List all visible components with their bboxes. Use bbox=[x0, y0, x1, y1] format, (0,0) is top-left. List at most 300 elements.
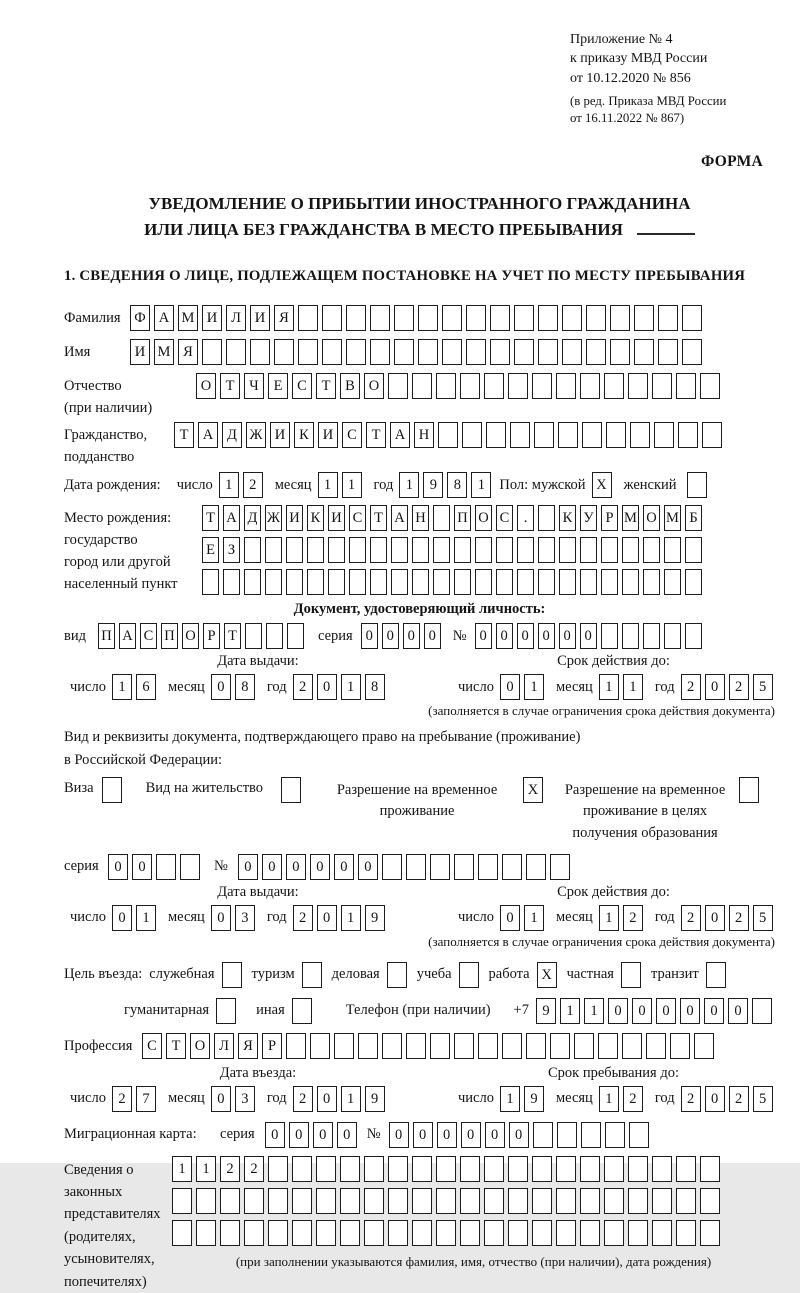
char-box[interactable]: 1 bbox=[219, 472, 239, 498]
char-box[interactable] bbox=[418, 339, 438, 365]
char-box[interactable]: 0 bbox=[485, 1122, 505, 1148]
char-box[interactable] bbox=[436, 1188, 456, 1214]
char-box[interactable] bbox=[349, 569, 366, 595]
char-box[interactable]: Т bbox=[316, 373, 336, 399]
residence-number-boxes[interactable] bbox=[238, 854, 570, 880]
char-box[interactable] bbox=[658, 305, 678, 331]
char-box[interactable] bbox=[550, 854, 570, 880]
char-box[interactable]: 1 bbox=[524, 674, 544, 700]
char-box[interactable] bbox=[370, 305, 390, 331]
char-box[interactable] bbox=[349, 537, 366, 563]
char-box[interactable]: . bbox=[517, 505, 534, 531]
char-box[interactable]: О bbox=[190, 1033, 210, 1059]
char-box[interactable] bbox=[406, 854, 426, 880]
char-box[interactable]: П bbox=[161, 623, 178, 649]
char-box[interactable] bbox=[475, 537, 492, 563]
char-box[interactable] bbox=[508, 1220, 528, 1246]
char-box[interactable]: В bbox=[340, 373, 360, 399]
stay-month-boxes[interactable] bbox=[599, 1086, 643, 1112]
char-box[interactable] bbox=[622, 1033, 642, 1059]
char-box[interactable]: С bbox=[140, 623, 157, 649]
char-box[interactable] bbox=[586, 339, 606, 365]
char-box[interactable] bbox=[286, 537, 303, 563]
char-box[interactable]: М bbox=[154, 339, 174, 365]
char-box[interactable] bbox=[538, 569, 555, 595]
identity-kind-boxes[interactable] bbox=[98, 623, 304, 649]
char-box[interactable]: Л bbox=[214, 1033, 234, 1059]
char-box[interactable]: 0 bbox=[265, 1122, 285, 1148]
char-box[interactable]: 8 bbox=[447, 472, 467, 498]
char-box[interactable] bbox=[250, 339, 270, 365]
char-box[interactable] bbox=[478, 854, 498, 880]
char-box[interactable] bbox=[580, 1220, 600, 1246]
char-box[interactable] bbox=[265, 569, 282, 595]
char-box[interactable] bbox=[700, 1220, 720, 1246]
char-box[interactable] bbox=[442, 339, 462, 365]
char-box[interactable] bbox=[562, 339, 582, 365]
given-name-boxes[interactable] bbox=[130, 339, 702, 365]
char-box[interactable]: 1 bbox=[318, 472, 338, 498]
char-box[interactable]: Д bbox=[222, 422, 242, 448]
char-box[interactable] bbox=[442, 305, 462, 331]
char-box[interactable] bbox=[484, 1220, 504, 1246]
char-box[interactable] bbox=[508, 373, 528, 399]
char-box[interactable] bbox=[582, 422, 602, 448]
char-box[interactable] bbox=[622, 623, 639, 649]
char-box[interactable]: 2 bbox=[244, 1156, 264, 1182]
char-box[interactable] bbox=[601, 569, 618, 595]
char-box[interactable]: 0 bbox=[705, 674, 725, 700]
char-box[interactable] bbox=[334, 1033, 354, 1059]
char-box[interactable] bbox=[220, 1188, 240, 1214]
char-box[interactable]: 0 bbox=[112, 905, 132, 931]
char-box[interactable]: X bbox=[592, 472, 612, 498]
char-box[interactable] bbox=[268, 1220, 288, 1246]
purpose-private-checkbox[interactable] bbox=[621, 962, 641, 988]
char-box[interactable] bbox=[652, 373, 672, 399]
char-box[interactable] bbox=[387, 962, 407, 988]
char-box[interactable]: Т bbox=[366, 422, 386, 448]
char-box[interactable] bbox=[466, 305, 486, 331]
char-box[interactable]: 0 bbox=[211, 905, 231, 931]
char-box[interactable]: О bbox=[364, 373, 384, 399]
char-box[interactable]: 0 bbox=[680, 998, 700, 1024]
char-box[interactable] bbox=[412, 1156, 432, 1182]
char-box[interactable]: Ж bbox=[246, 422, 266, 448]
char-box[interactable] bbox=[307, 569, 324, 595]
char-box[interactable] bbox=[586, 305, 606, 331]
char-box[interactable]: С bbox=[349, 505, 366, 531]
char-box[interactable]: 0 bbox=[389, 1122, 409, 1148]
char-box[interactable] bbox=[244, 1188, 264, 1214]
char-box[interactable]: 3 bbox=[235, 905, 255, 931]
char-box[interactable] bbox=[223, 569, 240, 595]
entry-day-boxes[interactable] bbox=[112, 1086, 156, 1112]
char-box[interactable] bbox=[682, 339, 702, 365]
char-box[interactable] bbox=[538, 305, 558, 331]
char-box[interactable]: 1 bbox=[341, 674, 361, 700]
char-box[interactable]: С bbox=[496, 505, 513, 531]
char-box[interactable] bbox=[678, 422, 698, 448]
char-box[interactable]: П bbox=[454, 505, 471, 531]
char-box[interactable]: 0 bbox=[538, 623, 555, 649]
birth-year-boxes[interactable] bbox=[399, 472, 491, 498]
char-box[interactable] bbox=[438, 422, 458, 448]
char-box[interactable]: И bbox=[270, 422, 290, 448]
char-box[interactable] bbox=[508, 1188, 528, 1214]
char-box[interactable]: 0 bbox=[559, 623, 576, 649]
char-box[interactable] bbox=[180, 854, 200, 880]
char-box[interactable] bbox=[433, 569, 450, 595]
residence-issue-month-boxes[interactable] bbox=[211, 905, 255, 931]
char-box[interactable]: Т bbox=[174, 422, 194, 448]
residence-expiry-month-boxes[interactable] bbox=[599, 905, 643, 931]
char-box[interactable] bbox=[676, 373, 696, 399]
birth-month-boxes[interactable] bbox=[318, 472, 362, 498]
char-box[interactable] bbox=[310, 1033, 330, 1059]
char-box[interactable] bbox=[484, 1188, 504, 1214]
edu-permit-checkbox[interactable] bbox=[739, 777, 759, 803]
char-box[interactable] bbox=[517, 537, 534, 563]
char-box[interactable]: 3 bbox=[235, 1086, 255, 1112]
char-box[interactable]: С bbox=[292, 373, 312, 399]
char-box[interactable] bbox=[739, 777, 759, 803]
char-box[interactable] bbox=[682, 305, 702, 331]
char-box[interactable] bbox=[700, 1156, 720, 1182]
char-box[interactable] bbox=[606, 422, 626, 448]
representatives-row1-boxes[interactable] bbox=[172, 1156, 775, 1182]
char-box[interactable]: 0 bbox=[310, 854, 330, 880]
char-box[interactable] bbox=[622, 537, 639, 563]
char-box[interactable]: 5 bbox=[753, 674, 773, 700]
char-box[interactable]: 0 bbox=[608, 998, 628, 1024]
char-box[interactable] bbox=[102, 777, 122, 803]
char-box[interactable]: 0 bbox=[656, 998, 676, 1024]
char-box[interactable] bbox=[156, 854, 176, 880]
char-box[interactable] bbox=[475, 569, 492, 595]
char-box[interactable] bbox=[328, 569, 345, 595]
char-box[interactable]: 0 bbox=[108, 854, 128, 880]
char-box[interactable] bbox=[328, 537, 345, 563]
char-box[interactable] bbox=[610, 305, 630, 331]
identity-number-boxes[interactable] bbox=[475, 623, 702, 649]
char-box[interactable]: 2 bbox=[243, 472, 263, 498]
char-box[interactable]: X bbox=[523, 777, 543, 803]
char-box[interactable] bbox=[454, 537, 471, 563]
representatives-row2-boxes[interactable] bbox=[172, 1188, 775, 1214]
char-box[interactable] bbox=[430, 1033, 450, 1059]
char-box[interactable] bbox=[244, 537, 261, 563]
char-box[interactable] bbox=[526, 854, 546, 880]
residence-permit-checkbox[interactable] bbox=[281, 777, 301, 803]
char-box[interactable]: 0 bbox=[382, 623, 399, 649]
char-box[interactable] bbox=[550, 1033, 570, 1059]
birth-place-row1-boxes[interactable] bbox=[202, 505, 702, 531]
char-box[interactable] bbox=[643, 623, 660, 649]
identity-series-boxes[interactable] bbox=[361, 623, 441, 649]
char-box[interactable]: 2 bbox=[220, 1156, 240, 1182]
char-box[interactable] bbox=[496, 569, 513, 595]
char-box[interactable]: 0 bbox=[509, 1122, 529, 1148]
char-box[interactable] bbox=[364, 1220, 384, 1246]
char-box[interactable] bbox=[346, 305, 366, 331]
char-box[interactable] bbox=[244, 1220, 264, 1246]
char-box[interactable] bbox=[556, 1156, 576, 1182]
char-box[interactable]: 0 bbox=[580, 623, 597, 649]
char-box[interactable]: 1 bbox=[471, 472, 491, 498]
char-box[interactable] bbox=[316, 1220, 336, 1246]
char-box[interactable] bbox=[514, 339, 534, 365]
char-box[interactable] bbox=[322, 305, 342, 331]
sex-female-checkbox[interactable] bbox=[687, 472, 707, 498]
purpose-official-checkbox[interactable] bbox=[222, 962, 242, 988]
char-box[interactable]: М bbox=[178, 305, 198, 331]
migration-series-boxes[interactable] bbox=[265, 1122, 357, 1148]
char-box[interactable] bbox=[685, 569, 702, 595]
char-box[interactable]: О bbox=[182, 623, 199, 649]
char-box[interactable]: А bbox=[119, 623, 136, 649]
char-box[interactable] bbox=[580, 569, 597, 595]
char-box[interactable]: 8 bbox=[365, 674, 385, 700]
char-box[interactable]: 0 bbox=[413, 1122, 433, 1148]
char-box[interactable]: А bbox=[223, 505, 240, 531]
char-box[interactable]: 0 bbox=[358, 854, 378, 880]
char-box[interactable] bbox=[634, 339, 654, 365]
char-box[interactable]: 2 bbox=[293, 1086, 313, 1112]
char-box[interactable]: Ж bbox=[265, 505, 282, 531]
char-box[interactable] bbox=[538, 505, 555, 531]
char-box[interactable] bbox=[172, 1220, 192, 1246]
char-box[interactable] bbox=[581, 1122, 601, 1148]
char-box[interactable]: 9 bbox=[365, 905, 385, 931]
char-box[interactable]: 1 bbox=[584, 998, 604, 1024]
char-box[interactable] bbox=[580, 1156, 600, 1182]
char-box[interactable]: 2 bbox=[681, 674, 701, 700]
char-box[interactable] bbox=[556, 1188, 576, 1214]
stay-year-boxes[interactable] bbox=[681, 1086, 773, 1112]
migration-number-boxes[interactable] bbox=[389, 1122, 649, 1148]
char-box[interactable] bbox=[292, 1156, 312, 1182]
char-box[interactable]: 1 bbox=[560, 998, 580, 1024]
char-box[interactable] bbox=[532, 1220, 552, 1246]
char-box[interactable]: А bbox=[198, 422, 218, 448]
char-box[interactable] bbox=[630, 422, 650, 448]
residence-expiry-day-boxes[interactable] bbox=[500, 905, 544, 931]
char-box[interactable] bbox=[388, 1220, 408, 1246]
char-box[interactable] bbox=[364, 1156, 384, 1182]
char-box[interactable] bbox=[517, 569, 534, 595]
char-box[interactable]: 1 bbox=[136, 905, 156, 931]
char-box[interactable] bbox=[302, 962, 322, 988]
char-box[interactable]: 0 bbox=[517, 623, 534, 649]
char-box[interactable] bbox=[557, 1122, 577, 1148]
char-box[interactable]: Я bbox=[238, 1033, 258, 1059]
char-box[interactable]: 1 bbox=[341, 1086, 361, 1112]
char-box[interactable]: И bbox=[328, 505, 345, 531]
char-box[interactable]: Н bbox=[414, 422, 434, 448]
char-box[interactable]: И bbox=[202, 305, 222, 331]
char-box[interactable] bbox=[559, 569, 576, 595]
char-box[interactable] bbox=[265, 537, 282, 563]
char-box[interactable] bbox=[286, 1033, 306, 1059]
char-box[interactable] bbox=[268, 1188, 288, 1214]
char-box[interactable] bbox=[685, 537, 702, 563]
char-box[interactable] bbox=[604, 1156, 624, 1182]
char-box[interactable] bbox=[752, 998, 772, 1024]
char-box[interactable] bbox=[643, 569, 660, 595]
char-box[interactable] bbox=[629, 1122, 649, 1148]
char-box[interactable]: 0 bbox=[289, 1122, 309, 1148]
char-box[interactable] bbox=[433, 537, 450, 563]
char-box[interactable] bbox=[394, 339, 414, 365]
char-box[interactable]: М bbox=[664, 505, 681, 531]
purpose-work-checkbox[interactable] bbox=[537, 962, 557, 988]
birth-place-row2-boxes[interactable] bbox=[202, 537, 702, 563]
char-box[interactable] bbox=[702, 422, 722, 448]
char-box[interactable] bbox=[382, 854, 402, 880]
char-box[interactable] bbox=[534, 422, 554, 448]
char-box[interactable] bbox=[496, 537, 513, 563]
char-box[interactable] bbox=[298, 305, 318, 331]
char-box[interactable] bbox=[604, 1188, 624, 1214]
char-box[interactable]: 2 bbox=[729, 1086, 749, 1112]
char-box[interactable]: О bbox=[196, 373, 216, 399]
char-box[interactable] bbox=[292, 1188, 312, 1214]
char-box[interactable]: Л bbox=[226, 305, 246, 331]
char-box[interactable] bbox=[202, 339, 222, 365]
char-box[interactable]: 2 bbox=[681, 1086, 701, 1112]
char-box[interactable] bbox=[346, 339, 366, 365]
char-box[interactable]: Р bbox=[601, 505, 618, 531]
char-box[interactable] bbox=[358, 1033, 378, 1059]
char-box[interactable] bbox=[391, 569, 408, 595]
char-box[interactable] bbox=[574, 1033, 594, 1059]
char-box[interactable]: 0 bbox=[211, 674, 231, 700]
char-box[interactable] bbox=[676, 1156, 696, 1182]
char-box[interactable]: 2 bbox=[681, 905, 701, 931]
char-box[interactable]: С bbox=[342, 422, 362, 448]
char-box[interactable] bbox=[412, 1188, 432, 1214]
char-box[interactable]: 1 bbox=[112, 674, 132, 700]
char-box[interactable]: 0 bbox=[337, 1122, 357, 1148]
char-box[interactable] bbox=[340, 1188, 360, 1214]
char-box[interactable]: 0 bbox=[424, 623, 441, 649]
char-box[interactable]: 0 bbox=[361, 623, 378, 649]
char-box[interactable]: 0 bbox=[317, 905, 337, 931]
char-box[interactable] bbox=[454, 569, 471, 595]
char-box[interactable]: 0 bbox=[437, 1122, 457, 1148]
char-box[interactable] bbox=[562, 305, 582, 331]
char-box[interactable] bbox=[538, 537, 555, 563]
char-box[interactable] bbox=[436, 373, 456, 399]
char-box[interactable] bbox=[406, 1033, 426, 1059]
char-box[interactable]: 0 bbox=[313, 1122, 333, 1148]
char-box[interactable]: Р bbox=[203, 623, 220, 649]
char-box[interactable] bbox=[478, 1033, 498, 1059]
char-box[interactable] bbox=[685, 623, 702, 649]
char-box[interactable]: Р bbox=[262, 1033, 282, 1059]
char-box[interactable] bbox=[459, 962, 479, 988]
char-box[interactable] bbox=[454, 1033, 474, 1059]
char-box[interactable]: 1 bbox=[599, 905, 619, 931]
char-box[interactable]: И bbox=[250, 305, 270, 331]
identity-issue-day-boxes[interactable] bbox=[112, 674, 156, 700]
char-box[interactable] bbox=[245, 623, 262, 649]
char-box[interactable]: 0 bbox=[317, 674, 337, 700]
char-box[interactable]: Я bbox=[178, 339, 198, 365]
char-box[interactable] bbox=[558, 422, 578, 448]
char-box[interactable] bbox=[340, 1156, 360, 1182]
char-box[interactable]: 2 bbox=[293, 674, 313, 700]
char-box[interactable] bbox=[370, 339, 390, 365]
char-box[interactable] bbox=[418, 305, 438, 331]
char-box[interactable] bbox=[628, 1188, 648, 1214]
char-box[interactable]: 1 bbox=[172, 1156, 192, 1182]
char-box[interactable] bbox=[628, 373, 648, 399]
char-box[interactable] bbox=[292, 998, 312, 1024]
char-box[interactable] bbox=[664, 623, 681, 649]
char-box[interactable] bbox=[244, 569, 261, 595]
char-box[interactable] bbox=[454, 854, 474, 880]
char-box[interactable] bbox=[598, 1033, 618, 1059]
char-box[interactable] bbox=[676, 1188, 696, 1214]
char-box[interactable] bbox=[484, 1156, 504, 1182]
char-box[interactable]: 0 bbox=[461, 1122, 481, 1148]
char-box[interactable] bbox=[412, 1220, 432, 1246]
char-box[interactable] bbox=[580, 1188, 600, 1214]
char-box[interactable]: Е bbox=[202, 537, 219, 563]
char-box[interactable]: З bbox=[223, 537, 240, 563]
char-box[interactable] bbox=[430, 854, 450, 880]
char-box[interactable] bbox=[580, 373, 600, 399]
char-box[interactable] bbox=[340, 1220, 360, 1246]
char-box[interactable]: 1 bbox=[399, 472, 419, 498]
visa-checkbox[interactable] bbox=[102, 777, 122, 803]
char-box[interactable] bbox=[322, 339, 342, 365]
char-box[interactable]: 0 bbox=[317, 1086, 337, 1112]
char-box[interactable]: Т bbox=[202, 505, 219, 531]
identity-expiry-year-boxes[interactable] bbox=[681, 674, 773, 700]
char-box[interactable] bbox=[532, 1156, 552, 1182]
char-box[interactable]: 0 bbox=[211, 1086, 231, 1112]
char-box[interactable]: А bbox=[391, 505, 408, 531]
purpose-business-checkbox[interactable] bbox=[387, 962, 407, 988]
char-box[interactable]: 2 bbox=[293, 905, 313, 931]
phone-boxes[interactable] bbox=[536, 998, 772, 1024]
char-box[interactable]: 0 bbox=[238, 854, 258, 880]
char-box[interactable]: 2 bbox=[623, 905, 643, 931]
char-box[interactable]: У bbox=[580, 505, 597, 531]
char-box[interactable]: О bbox=[475, 505, 492, 531]
char-box[interactable]: Ф bbox=[130, 305, 150, 331]
char-box[interactable] bbox=[654, 422, 674, 448]
residence-series-boxes[interactable] bbox=[108, 854, 200, 880]
char-box[interactable] bbox=[628, 1156, 648, 1182]
residence-issue-year-boxes[interactable] bbox=[293, 905, 385, 931]
char-box[interactable] bbox=[412, 537, 429, 563]
char-box[interactable] bbox=[436, 1220, 456, 1246]
char-box[interactable] bbox=[266, 623, 283, 649]
char-box[interactable]: 1 bbox=[342, 472, 362, 498]
char-box[interactable]: 5 bbox=[753, 905, 773, 931]
char-box[interactable] bbox=[490, 305, 510, 331]
char-box[interactable]: А bbox=[390, 422, 410, 448]
representatives-row3-boxes[interactable] bbox=[172, 1220, 775, 1246]
char-box[interactable] bbox=[370, 569, 387, 595]
char-box[interactable] bbox=[526, 1033, 546, 1059]
patronymic-boxes[interactable] bbox=[196, 373, 720, 399]
char-box[interactable] bbox=[382, 1033, 402, 1059]
